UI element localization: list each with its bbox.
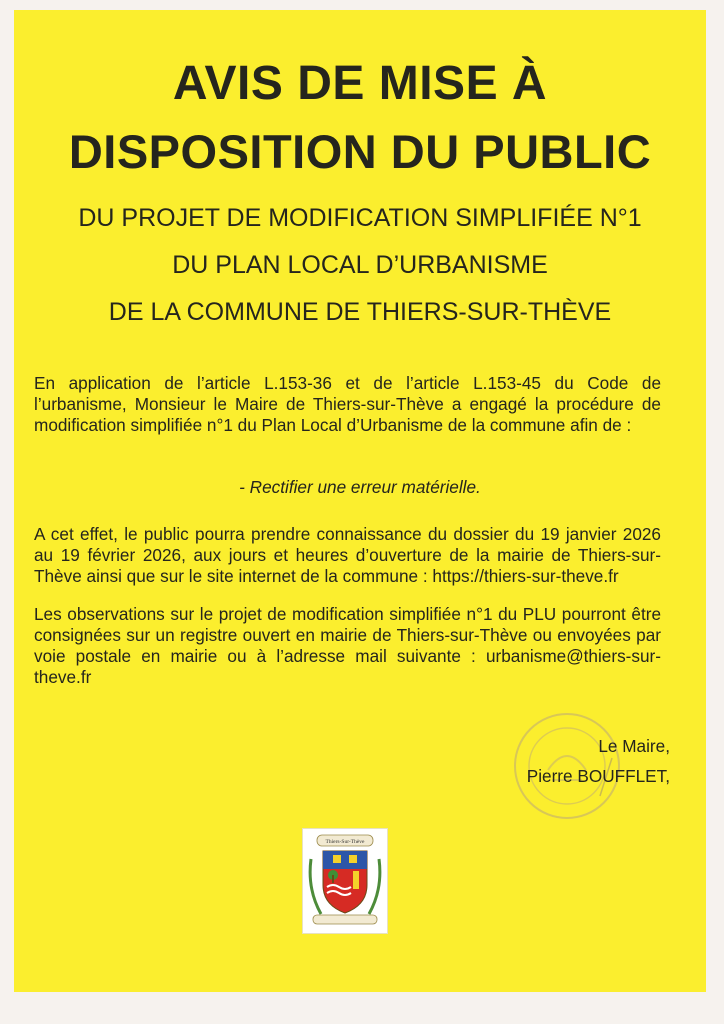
notice-sheet [14,10,706,992]
notice-subtitle-line-1: DU PROJET DE MODIFICATION SIMPLIFIÉE N°1 [78,204,642,232]
crest-icon [303,829,387,933]
signature-role: Le Maire, [598,736,670,756]
observations-paragraph: Les observations sur le projet de modification simplifiée n°1 du PLU pourront être consignées sur un registre ouvert en mairie de Thiers-sur-Thève ou envoyées par voie postale en mairie ou à l’adresse mail suivante : urbanisme@thiers-sur-theve.fr [34,604,661,687]
consultation-paragraph: A cet effet, le public pourra prendre connaissance du dossier du 19 janvier 2026 au 19 février 2026, aux jours et heures d’ouverture de la mairie de Thiers-sur-Thève ainsi que sur le site internet de la commune : https://thiers-sur-theve.fr [34,524,661,586]
signature-name: Pierre BOUFFLET, [526,766,670,786]
objective-item: - Rectifier une erreur matérielle. [239,477,481,497]
notice-title-line-1: AVIS DE MISE À [172,57,548,110]
notice-subtitle-line-2: DU PLAN LOCAL D’URBANISME [172,251,548,279]
intro-paragraph: En application de l’article L.153-36 et de l’article L.153-45 du Code de l’urbanisme, Monsieur le Maire de Thiers-sur-Thève a engagé la procédure de modification simplifiée n°1 du Plan Local d’Urbanisme de la commune afin de : [34,373,661,435]
svg-text:Thiers-Sur-Thève: Thiers-Sur-Thève [325,839,365,845]
notice-title-line-2: DISPOSITION DU PUBLIC [68,125,652,178]
town-crest-logo [302,828,388,934]
notice-subtitle-line-3: DE LA COMMUNE DE THIERS-SUR-THÈVE [108,298,612,326]
